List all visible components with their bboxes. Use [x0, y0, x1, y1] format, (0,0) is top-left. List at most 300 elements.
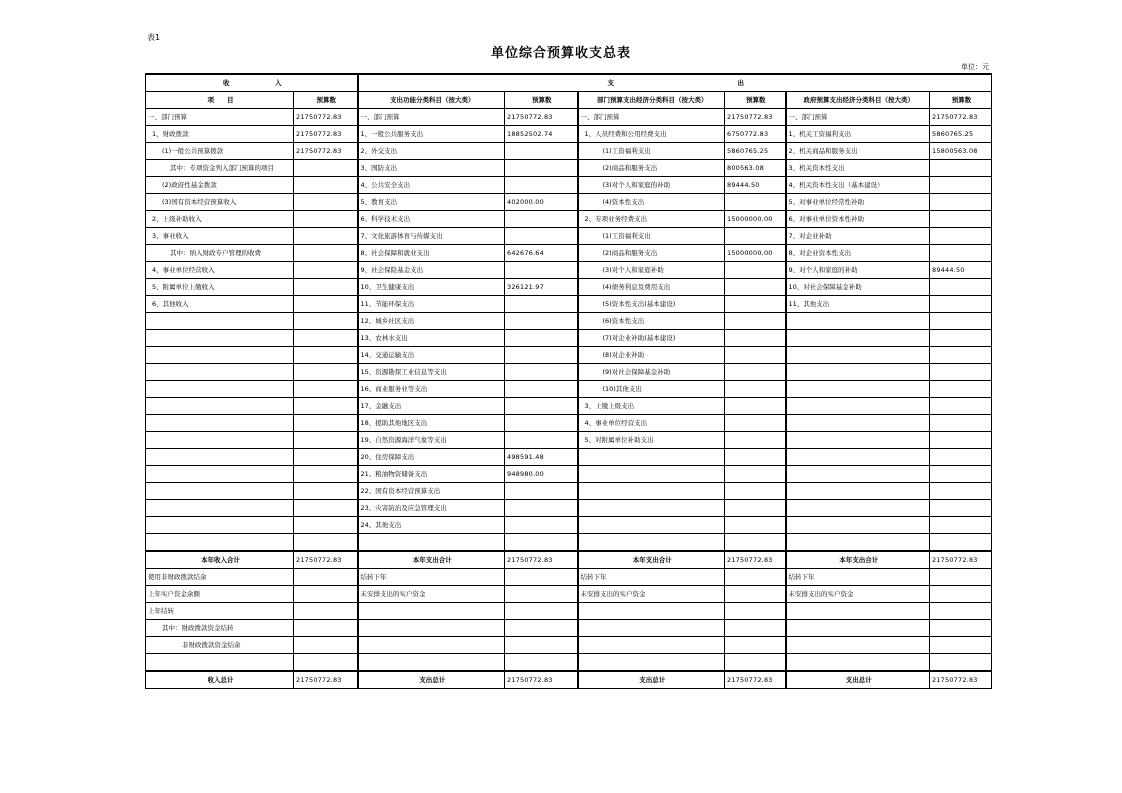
gov-budget-cell	[930, 279, 992, 296]
func-item-cell: 23、灾害防治及应急管理支出	[358, 500, 505, 517]
dept-budget-cell: 21750772.83	[725, 109, 786, 126]
gov-budget-cell: 21750772.83	[930, 109, 992, 126]
func-item-cell	[358, 620, 505, 637]
dept-budget-cell: 15000000.00	[725, 211, 786, 228]
income-budget-cell	[294, 211, 358, 228]
income-budget-cell: 21750772.83	[294, 551, 358, 569]
income-budget-cell	[294, 534, 358, 552]
gov-item-cell: 9、对个人和家庭的补助	[786, 262, 930, 279]
income-item-cell	[146, 432, 294, 449]
func-budget-cell: 21750772.83	[505, 551, 578, 569]
dept-item-cell	[578, 466, 725, 483]
gov-budget-cell	[930, 586, 992, 603]
table-row	[146, 313, 992, 330]
dept-item-cell: 一、部门预算	[578, 109, 725, 126]
gov-item-cell	[786, 603, 930, 620]
dept-item-cell	[578, 620, 725, 637]
func-budget-cell	[505, 381, 578, 398]
dept-item-cell: (10)其他支出	[578, 381, 725, 398]
income-item-cell: (2)政府性基金拨款	[146, 177, 294, 194]
income-budget-cell	[294, 398, 358, 415]
func-item-cell	[358, 603, 505, 620]
func-budget-cell	[505, 143, 578, 160]
func-item-cell: 本年支出合计	[358, 551, 505, 569]
gov-item-cell: 2、机关商品和服务支出	[786, 143, 930, 160]
table-row	[146, 279, 992, 296]
dept-item-cell	[578, 637, 725, 654]
grand-total-row	[146, 671, 992, 689]
gov-budget-cell	[930, 194, 992, 211]
gov-item-cell	[786, 432, 930, 449]
income-budget-cell	[294, 620, 358, 637]
dept-budget-cell	[725, 603, 786, 620]
income-item-cell: 3、事业收入	[146, 228, 294, 245]
dept-item-cell: 未安排支出的实户资金	[578, 586, 725, 603]
income-budget-cell: 21750772.83	[294, 671, 358, 689]
gov-item-cell	[786, 517, 930, 534]
gov-budget-cell: 5860765.25	[930, 126, 992, 143]
carryover-row	[146, 603, 992, 620]
dept-budget-cell	[725, 313, 786, 330]
gov-budget-cell	[930, 364, 992, 381]
gov-budget-cell	[930, 330, 992, 347]
dept-item-cell	[578, 483, 725, 500]
gov-item-cell: 一、部门预算	[786, 109, 930, 126]
income-budget-cell	[294, 262, 358, 279]
income-item-cell: 一、部门预算	[146, 109, 294, 126]
income-budget-cell	[294, 654, 358, 672]
dept-item-cell: 1、人员经费和公用经费支出	[578, 126, 725, 143]
dept-item-cell: (4)债务利息及费用支出	[578, 279, 725, 296]
func-budget-cell	[505, 330, 578, 347]
col-item-header: 项 目	[146, 92, 294, 109]
dept-budget-cell	[725, 330, 786, 347]
income-group-header: 收 入	[146, 74, 358, 92]
dept-item-cell: 5、对附属单位补助支出	[578, 432, 725, 449]
gov-budget-cell	[930, 211, 992, 228]
dept-item-cell: (9)对社会保障基金补助	[578, 364, 725, 381]
dept-item-cell	[578, 603, 725, 620]
carryover-row	[146, 569, 992, 586]
dept-budget-cell	[725, 262, 786, 279]
func-item-cell: 12、城乡社区支出	[358, 313, 505, 330]
income-item-cell	[146, 364, 294, 381]
dept-item-cell: 4、事业单位经营支出	[578, 415, 725, 432]
func-budget-cell: 402000.00	[505, 194, 578, 211]
income-item-cell: 上年实户资金余额	[146, 586, 294, 603]
dept-budget-cell	[725, 364, 786, 381]
gov-item-cell	[786, 500, 930, 517]
func-item-cell: 4、公共安全支出	[358, 177, 505, 194]
gov-item-cell	[786, 620, 930, 637]
dept-item-cell	[578, 517, 725, 534]
dept-budget-cell: 21750772.83	[725, 551, 786, 569]
dept-item-cell: 3、上缴上级支出	[578, 398, 725, 415]
table-row	[146, 245, 992, 262]
dept-item-cell: 支出总计	[578, 671, 725, 689]
gov-item-cell	[786, 654, 930, 672]
income-item-cell: 6、其他收入	[146, 296, 294, 313]
func-budget-cell: 18852502.74	[505, 126, 578, 143]
table-row	[146, 483, 992, 500]
func-item-cell: 22、国有资本经营预算支出	[358, 483, 505, 500]
func-item-cell: 19、自然资源海洋气象等支出	[358, 432, 505, 449]
gov-budget-cell	[930, 569, 992, 586]
income-item-cell	[146, 500, 294, 517]
gov-item-cell	[786, 483, 930, 500]
gov-budget-cell	[930, 603, 992, 620]
income-budget-cell	[294, 364, 358, 381]
dept-budget-cell	[725, 415, 786, 432]
gov-item-cell: 10、对社会保障基金补助	[786, 279, 930, 296]
gov-budget-cell	[930, 654, 992, 672]
func-budget-cell	[505, 654, 578, 672]
income-budget-cell	[294, 296, 358, 313]
income-item-cell	[146, 654, 294, 672]
gov-budget-cell	[930, 500, 992, 517]
table-row	[146, 296, 992, 313]
gov-item-cell	[786, 364, 930, 381]
income-item-cell: (1)一般公共预算拨款	[146, 143, 294, 160]
dept-budget-cell: 5860765.25	[725, 143, 786, 160]
income-budget-cell	[294, 586, 358, 603]
income-budget-cell	[294, 500, 358, 517]
income-item-cell	[146, 313, 294, 330]
func-item-cell	[358, 534, 505, 552]
gov-budget-cell: 15800563.08	[930, 143, 992, 160]
func-item-cell	[358, 654, 505, 672]
table-row	[146, 415, 992, 432]
table-row	[146, 517, 992, 534]
dept-budget-cell	[725, 279, 786, 296]
func-item-cell: 3、国防支出	[358, 160, 505, 177]
year-total-row	[146, 551, 992, 569]
func-budget-cell: 948980.00	[505, 466, 578, 483]
func-item-cell: 16、商业服务业等支出	[358, 381, 505, 398]
income-budget-cell	[294, 432, 358, 449]
income-item-cell: 2、上级补助收入	[146, 211, 294, 228]
income-budget-cell	[294, 330, 358, 347]
func-budget-cell	[505, 517, 578, 534]
gov-item-cell	[786, 330, 930, 347]
func-budget-cell	[505, 364, 578, 381]
table-row	[146, 398, 992, 415]
gov-item-cell	[786, 313, 930, 330]
income-item-cell	[146, 466, 294, 483]
dept-budget-cell	[725, 466, 786, 483]
gov-item-cell: 本年支出合计	[786, 551, 930, 569]
income-budget-cell	[294, 313, 358, 330]
income-item-cell: 其中：专项资金列入部门预算的项目	[146, 160, 294, 177]
col-budget-header: 预算数	[294, 92, 358, 109]
table-row	[146, 228, 992, 245]
dept-budget-cell	[725, 534, 786, 552]
func-item-cell: 17、金融支出	[358, 398, 505, 415]
dept-item-cell	[578, 654, 725, 672]
table-row	[146, 262, 992, 279]
func-item-cell: 2、外交支出	[358, 143, 505, 160]
func-budget-cell	[505, 313, 578, 330]
income-item-cell: 1、财政拨款	[146, 126, 294, 143]
income-budget-cell	[294, 483, 358, 500]
func-item-cell: 一、部门预算	[358, 109, 505, 126]
table-row	[146, 534, 992, 552]
func-item-cell: 10、卫生健康支出	[358, 279, 505, 296]
income-budget-cell	[294, 415, 358, 432]
dept-budget-cell	[725, 296, 786, 313]
dept-item-cell: (4)资本性支出	[578, 194, 725, 211]
dept-item-cell: (1)工资福利支出	[578, 228, 725, 245]
income-item-cell: 5、附属单位上缴收入	[146, 279, 294, 296]
gov-budget-cell	[930, 620, 992, 637]
func-budget-cell	[505, 500, 578, 517]
gov-budget-cell: 21750772.83	[930, 551, 992, 569]
dept-budget-cell	[725, 398, 786, 415]
func-item-cell: 18、援助其他地区支出	[358, 415, 505, 432]
gov-item-cell	[786, 449, 930, 466]
dept-budget-cell	[725, 194, 786, 211]
table-row	[146, 347, 992, 364]
func-budget-cell	[505, 228, 578, 245]
gov-budget-cell	[930, 177, 992, 194]
gov-item-cell: 5、对事业单位经常性补助	[786, 194, 930, 211]
func-budget-cell	[505, 569, 578, 586]
func-budget-cell	[505, 534, 578, 552]
col-budget-header: 预算数	[505, 92, 578, 109]
income-item-cell	[146, 347, 294, 364]
income-item-cell	[146, 534, 294, 552]
income-budget-cell	[294, 637, 358, 654]
col-dept-header: 部门预算支出经济分类科目（按大类）	[578, 92, 725, 109]
income-budget-cell	[294, 228, 358, 245]
gov-item-cell: 4、机关资本性支出（基本建设）	[786, 177, 930, 194]
dept-item-cell: (2)商品和服务支出	[578, 160, 725, 177]
dept-item-cell: 结转下年	[578, 569, 725, 586]
carryover-row	[146, 586, 992, 603]
dept-item-cell: (3)对个人和家庭补助	[578, 262, 725, 279]
func-item-cell: 9、社会保险基金支出	[358, 262, 505, 279]
income-budget-cell: 21750772.83	[294, 143, 358, 160]
gov-budget-cell	[930, 534, 992, 552]
func-item-cell: 24、其他支出	[358, 517, 505, 534]
gov-item-cell: 11、其他支出	[786, 296, 930, 313]
func-budget-cell	[505, 296, 578, 313]
gov-budget-cell	[930, 432, 992, 449]
gov-item-cell	[786, 637, 930, 654]
dept-budget-cell	[725, 449, 786, 466]
col-budget-header: 预算数	[725, 92, 786, 109]
income-budget-cell	[294, 603, 358, 620]
page-title: 单位综合预算收支总表	[490, 46, 631, 61]
income-budget-cell: 21750772.83	[294, 126, 358, 143]
gov-budget-cell	[930, 347, 992, 364]
carryover-row	[146, 654, 992, 672]
income-budget-cell	[294, 466, 358, 483]
income-item-cell	[146, 517, 294, 534]
dept-item-cell: (1)工资福利支出	[578, 143, 725, 160]
gov-item-cell	[786, 534, 930, 552]
income-budget-cell	[294, 177, 358, 194]
func-budget-cell: 498591.48	[505, 449, 578, 466]
income-item-cell	[146, 381, 294, 398]
table-row	[146, 449, 992, 466]
func-budget-cell: 21750772.83	[505, 109, 578, 126]
dept-budget-cell	[725, 432, 786, 449]
col-gov-header: 政府预算支出经济分类科目（按大类）	[786, 92, 930, 109]
gov-item-cell: 7、对企业补助	[786, 228, 930, 245]
gov-budget-cell	[930, 245, 992, 262]
gov-budget-cell	[930, 381, 992, 398]
carryover-row	[146, 620, 992, 637]
dept-item-cell: 2、专项业务经费支出	[578, 211, 725, 228]
func-budget-cell	[505, 262, 578, 279]
dept-item-cell: (6)资本性支出	[578, 313, 725, 330]
dept-budget-cell	[725, 500, 786, 517]
func-item-cell: 11、节能环保支出	[358, 296, 505, 313]
table-row	[146, 500, 992, 517]
table-row	[146, 330, 992, 347]
col-budget-header: 预算数	[930, 92, 992, 109]
gov-item-cell	[786, 415, 930, 432]
gov-item-cell: 支出总计	[786, 671, 930, 689]
gov-budget-cell	[930, 228, 992, 245]
dept-budget-cell	[725, 654, 786, 672]
dept-item-cell: (8)对企业补助	[578, 347, 725, 364]
gov-budget-cell	[930, 483, 992, 500]
func-budget-cell	[505, 211, 578, 228]
func-budget-cell	[505, 483, 578, 500]
gov-item-cell: 8、对企业资本性支出	[786, 245, 930, 262]
income-budget-cell: 21750772.83	[294, 109, 358, 126]
table-row	[146, 432, 992, 449]
table-row	[146, 160, 992, 177]
income-item-cell: 非财政拨款资金结余	[146, 637, 294, 654]
dept-budget-cell: 6750772.83	[725, 126, 786, 143]
gov-budget-cell	[930, 637, 992, 654]
gov-item-cell: 1、机关工资福利支出	[786, 126, 930, 143]
carryover-row	[146, 637, 992, 654]
table-row	[146, 109, 992, 126]
func-item-cell: 20、住房保障支出	[358, 449, 505, 466]
gov-budget-cell	[930, 160, 992, 177]
dept-budget-cell: 21750772.83	[725, 671, 786, 689]
dept-budget-cell	[725, 347, 786, 364]
dept-item-cell	[578, 500, 725, 517]
table-tag: 表1	[147, 33, 161, 42]
income-budget-cell	[294, 517, 358, 534]
col-func-header: 支出功能分类科目（按大类）	[358, 92, 505, 109]
dept-item-cell: (7)对企业补助(基本建设)	[578, 330, 725, 347]
dept-item-cell: 本年支出合计	[578, 551, 725, 569]
func-item-cell: 13、农林水支出	[358, 330, 505, 347]
table-row	[146, 143, 992, 160]
dept-item-cell	[578, 534, 725, 552]
income-item-cell	[146, 330, 294, 347]
gov-item-cell: 未安排支出的实户资金	[786, 586, 930, 603]
table-row	[146, 381, 992, 398]
dept-budget-cell: 800563.08	[725, 160, 786, 177]
gov-item-cell: 3、机关资本性支出	[786, 160, 930, 177]
func-item-cell: 14、交通运输支出	[358, 347, 505, 364]
func-item-cell: 5、教育支出	[358, 194, 505, 211]
func-item-cell: 支出总计	[358, 671, 505, 689]
table-body	[146, 74, 992, 689]
func-budget-cell	[505, 432, 578, 449]
table-row	[146, 126, 992, 143]
dept-budget-cell	[725, 637, 786, 654]
income-budget-cell	[294, 160, 358, 177]
dept-budget-cell: 89444.50	[725, 177, 786, 194]
gov-budget-cell	[930, 415, 992, 432]
gov-budget-cell	[930, 296, 992, 313]
dept-budget-cell	[725, 586, 786, 603]
gov-item-cell	[786, 398, 930, 415]
dept-budget-cell	[725, 569, 786, 586]
func-budget-cell	[505, 603, 578, 620]
func-budget-cell: 326121.97	[505, 279, 578, 296]
func-budget-cell	[505, 398, 578, 415]
table-row	[146, 177, 992, 194]
func-item-cell: 6、科学技术支出	[358, 211, 505, 228]
func-item-cell	[358, 637, 505, 654]
table-row	[146, 364, 992, 381]
gov-item-cell: 6、对事业单位资本性补助	[786, 211, 930, 228]
func-item-cell: 21、粮油物资储备支出	[358, 466, 505, 483]
dept-item-cell	[578, 449, 725, 466]
gov-budget-cell	[930, 398, 992, 415]
income-item-cell: 本年收入合计	[146, 551, 294, 569]
income-item-cell	[146, 449, 294, 466]
income-item-cell: 4、事业单位经营收入	[146, 262, 294, 279]
gov-budget-cell	[930, 313, 992, 330]
gov-item-cell: 结转下年	[786, 569, 930, 586]
gov-budget-cell: 21750772.83	[930, 671, 992, 689]
table-row	[146, 211, 992, 228]
dept-item-cell: (5)资本性支出(基本建设)	[578, 296, 725, 313]
table-row	[146, 194, 992, 211]
gov-budget-cell	[930, 466, 992, 483]
dept-budget-cell: 15000000.00	[725, 245, 786, 262]
header-group-row	[146, 74, 992, 92]
income-item-cell: 收入总计	[146, 671, 294, 689]
func-item-cell: 15、资源勘探工业信息等支出	[358, 364, 505, 381]
income-budget-cell	[294, 449, 358, 466]
income-item-cell: (3)国有资本经营预算收入	[146, 194, 294, 211]
header-column-row	[146, 92, 992, 109]
income-budget-cell	[294, 245, 358, 262]
dept-budget-cell	[725, 228, 786, 245]
gov-budget-cell	[930, 517, 992, 534]
income-item-cell	[146, 415, 294, 432]
table-row	[146, 466, 992, 483]
func-budget-cell	[505, 637, 578, 654]
func-item-cell: 7、文化旅游体育与传媒支出	[358, 228, 505, 245]
func-budget-cell	[505, 347, 578, 364]
income-budget-cell	[294, 279, 358, 296]
gov-budget-cell: 89444.50	[930, 262, 992, 279]
dept-budget-cell	[725, 381, 786, 398]
gov-budget-cell	[930, 449, 992, 466]
func-budget-cell	[505, 415, 578, 432]
func-budget-cell	[505, 586, 578, 603]
dept-budget-cell	[725, 620, 786, 637]
func-budget-cell: 21750772.83	[505, 671, 578, 689]
func-budget-cell	[505, 160, 578, 177]
func-budget-cell: 642676.64	[505, 245, 578, 262]
expense-group-header: 支 出	[358, 74, 992, 92]
func-item-cell: 结转下年	[358, 569, 505, 586]
func-item-cell: 1、一般公共服务支出	[358, 126, 505, 143]
